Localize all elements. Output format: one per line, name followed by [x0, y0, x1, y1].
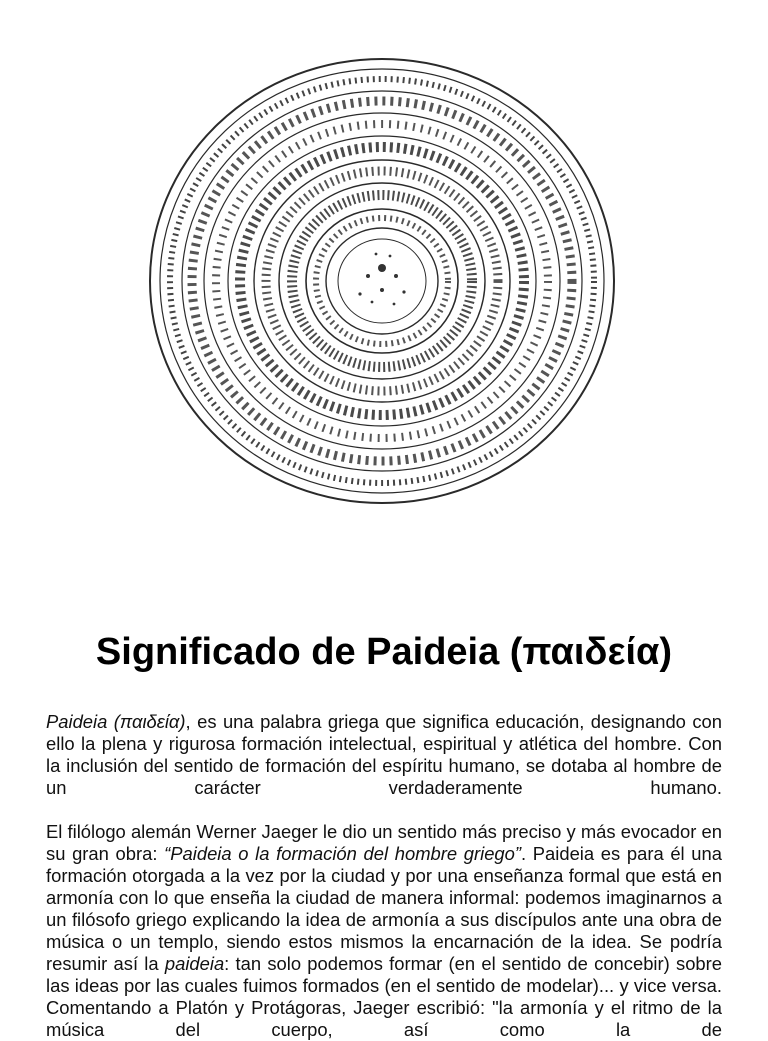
circular-greek-engraving-icon: [132, 46, 632, 516]
paideia-term: paideia: [164, 953, 225, 974]
paragraph-text: El filólogo alemán Werner Jaeger le dio un sentido más preciso y más evocador en su gran obra:: [46, 821, 722, 864]
paragraph-text: , es una palabra griega que significa educación, designando con ello la plena y rigurosa formación intelectual, espiritual y atlética del hombre. Con la inclusión del sentido de formación del espíritu humano, se dotaba al hombre de un carácter verdaderamente humano.: [46, 711, 722, 798]
engraving-illustration: [132, 46, 632, 516]
paragraph-paideia-definition: [46, 711, 722, 799]
paragraph-text: : tan solo podemos formar (en el sentido de concebir) sobre las ideas por las cuales fuimos formados (en el sentido de modelar)... y vice versa. Comentando a Platón y Protágoras, Jaeger escribió: "la armonía y el ritmo de la música del cuerpo, así como la de: [46, 953, 722, 1040]
body-text: [46, 711, 722, 1041]
page-title: Significado de Paideia (παιδεία): [95, 631, 673, 673]
paragraph-text: . Paideia es para él una formación otorgada a la vez por la ciudad y por una enseñanza formal que está en armonía con lo que enseña la ciudad de manera informal: podemos imaginarnos a un filósofo griego explicando la idea de armonía a sus discípulos ante una obra de música o un templo, siendo estos mismos la encarnación de la idea. Se podría resumir así la: [46, 843, 722, 974]
paragraph-jaeger: [46, 821, 722, 1041]
book-title: “Paideia o la formación del hombre griego”: [164, 843, 521, 864]
paideia-term: Paideia (παιδεία): [46, 711, 186, 732]
